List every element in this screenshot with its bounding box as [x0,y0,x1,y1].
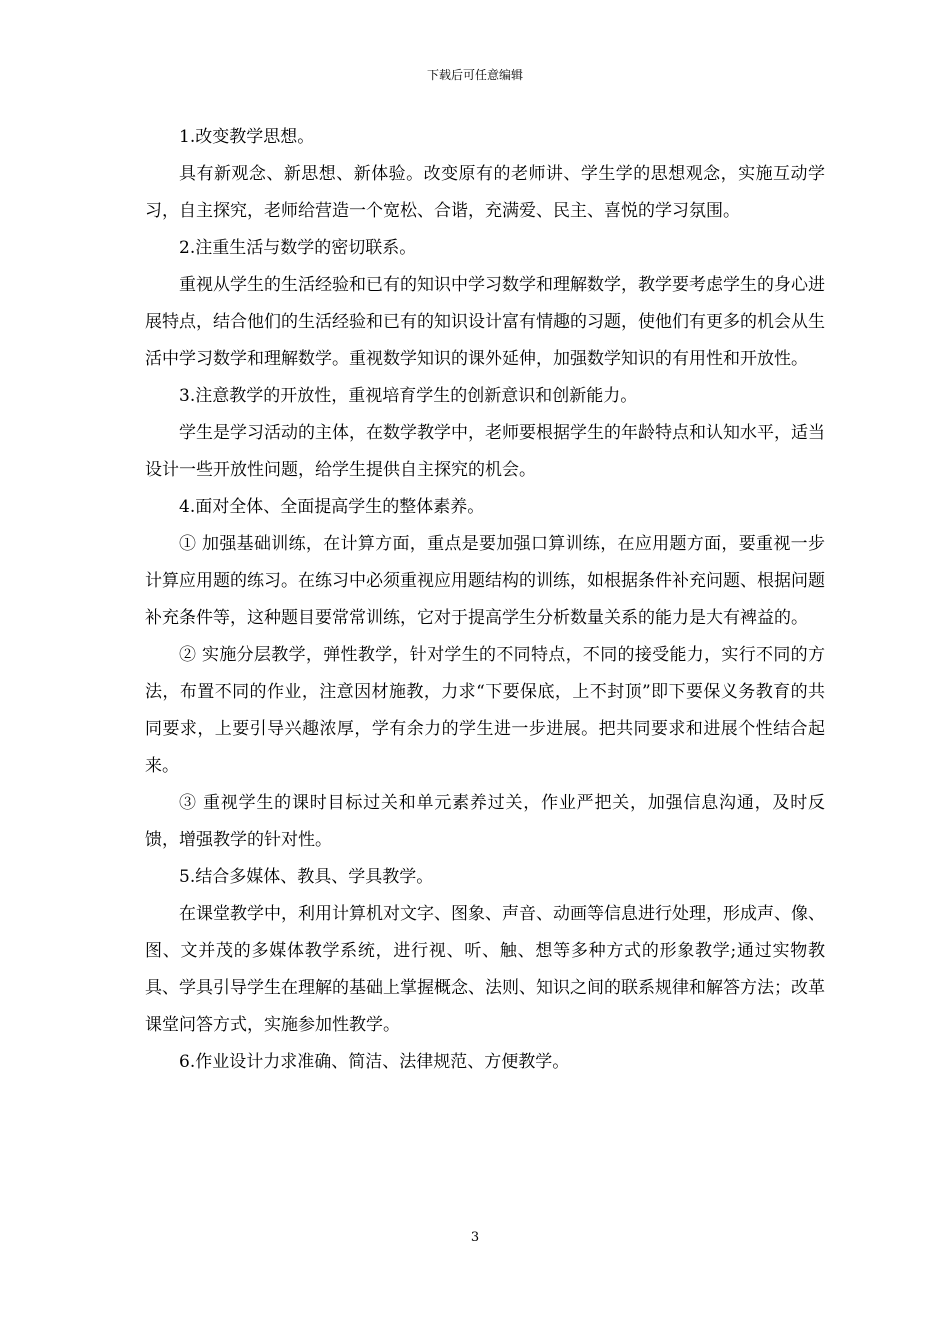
list-item: ③ 重视学生的课时目标过关和单元素养过关，作业严把关，加强信息沟通，及时反馈，增强教学的针对性。 [145,793,825,850]
page-header: 下载后可任意编辑 [426,68,523,82]
paragraph: 重视从学生的生活经验和已有的知识中学习数学和理解数学，教学要考虑学生的身心进展特点，结合他们的生活经验和已有的知识设计富有情趣的习题，使他们有更多的机会从生活中学习数学和理解数学。重视数学知识的课外延伸，加强数学知识的有用性和开放性。 [145,275,825,369]
paragraph: 学生是学习活动的主体，在数学教学中，老师要根据学生的年龄特点和认知水平，适当设计一些开放性问题，给学生提供自主探究的机会。 [145,423,825,480]
list-item: ② 实施分层教学，弹性教学，针对学生的不同特点，不同的接受能力，实行不同的方法，布置不同的作业，注意因材施教，力求“下要保底，上不封顶”即下要保义务教育的共同要求，上要引导兴趣浓厚，学有余力的学生进一步进展。把共同要求和进展个性结合起来。 [145,645,825,776]
section-heading-3: 3.注意教学的开放性，重视培育学生的创新意识和创新能力。 [179,386,638,406]
section-heading-1: 1.改变教学思想。 [179,127,315,147]
section-heading-5: 5.结合多媒体、教具、学具教学。 [179,867,434,887]
section-heading-6: 6.作业设计力求准确、简洁、法律规范、方便教学。 [179,1052,570,1072]
document-body [145,119,825,1081]
list-item: ① 加强基础训练，在计算方面，重点是要加强口算训练，在应用题方面，要重视一步计算应用题的练习。在练习中必须重视应用题结构的训练，如根据条件补充问题、根据问题补充条件等，这种题目要常常训练，它对于提高学生分析数量关系的能力是大有裨益的。 [145,534,825,628]
section-heading-4: 4.面对全体、全面提高学生的整体素养。 [179,497,485,517]
paragraph: 具有新观念、新思想、新体验。改变原有的老师讲、学生学的思想观念，实施互动学习，自主探究，老师给营造一个宽松、合谐，充满爱、民主、喜悦的学习氛围。 [145,164,825,221]
page-number: 3 [470,1230,480,1245]
paragraph: 在课堂教学中，利用计算机对文字、图象、声音、动画等信息进行处理，形成声、像、图、文并茂的多媒体教学系统，进行视、听、触、想等多种方式的形象教学;通过实物教具、学具引导学生在理解的基础上掌握概念、法则、知识之间的联系规律和解答方法；改革课堂问答方式，实施参加性教学。 [145,904,825,1035]
section-heading-2: 2.注重生活与数学的密切联系。 [179,238,417,258]
